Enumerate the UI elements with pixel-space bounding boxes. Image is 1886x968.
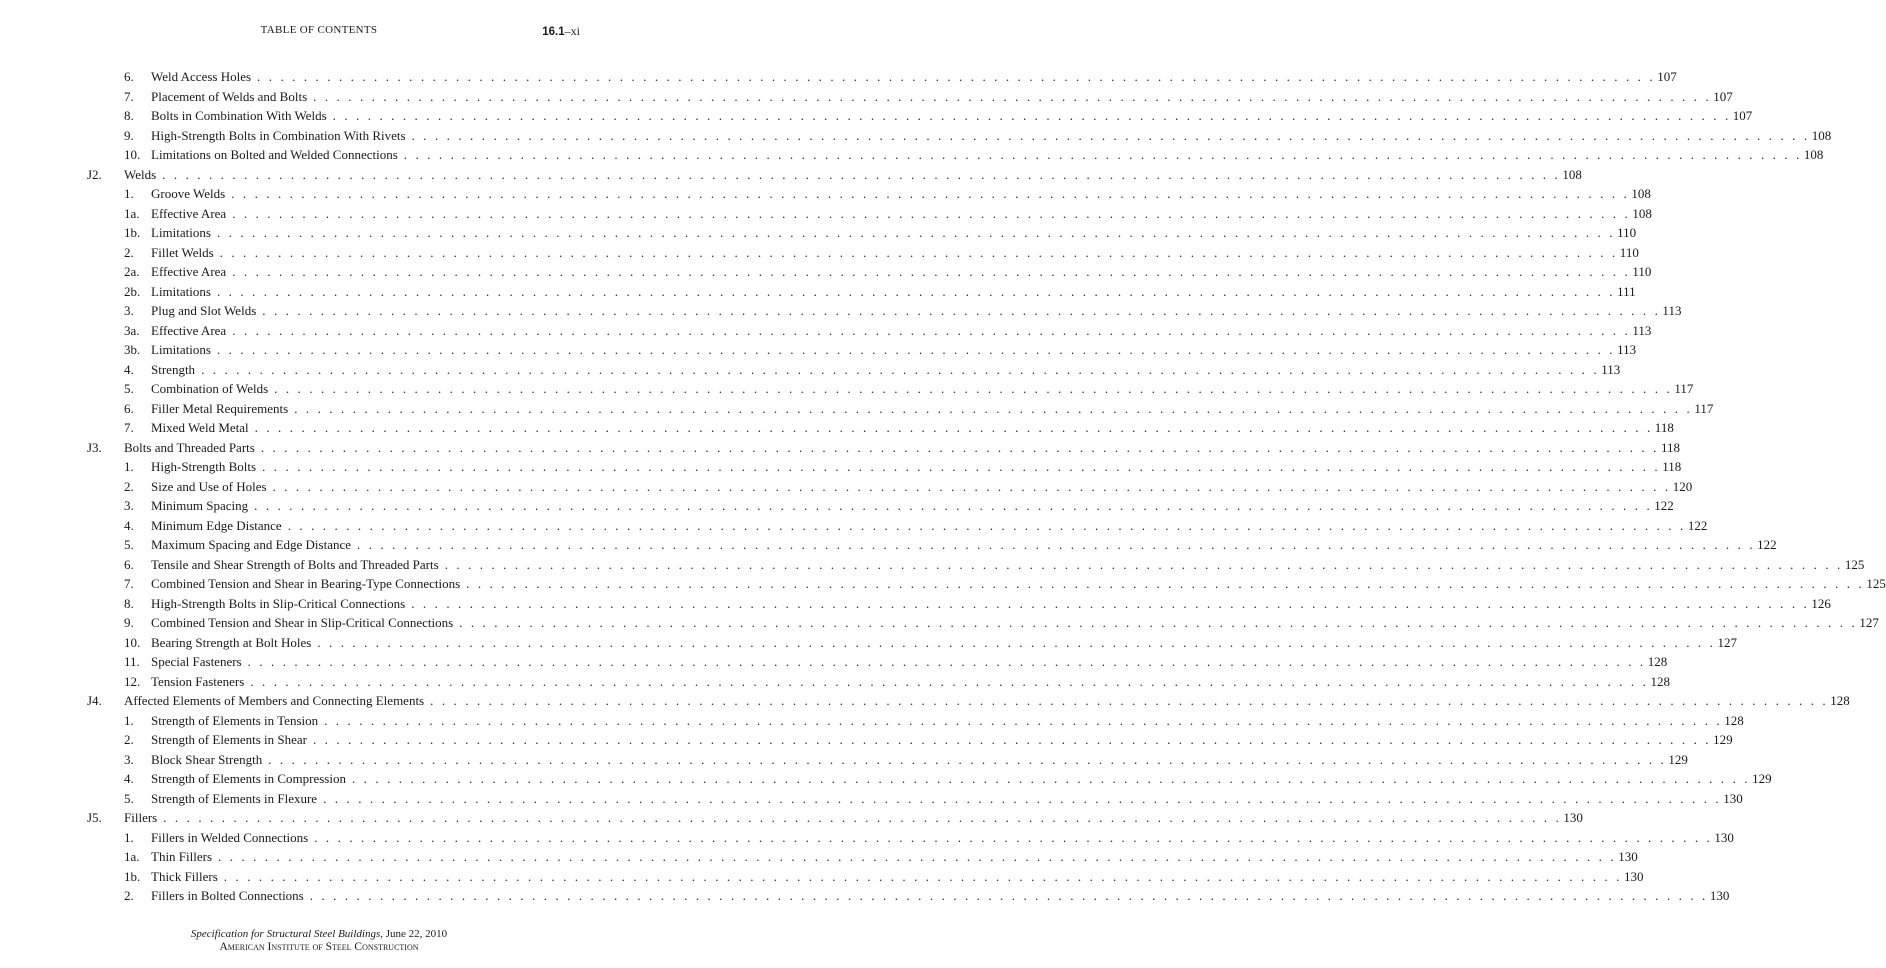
- toc-entry-line: [151, 574, 1886, 594]
- page-number: 111: [1617, 283, 1636, 299]
- entry-title: Maximum Spacing and Edge Distance: [151, 537, 352, 552]
- toc-entry-row: [0, 886, 1730, 906]
- dot-leader: . . . . . . . . . . . . . . . . . . . . . . . . . . . . . . . . . . . . . . . . . . . . . . . . . . . . . . . . . . . . . . . . . . . . . . . . . . . . . . . . . . . . . . . . . . . . . . . . . . . . . . . . . . . . . . . . . . . . . . . .: [317, 634, 1716, 650]
- toc-entry-line: [151, 672, 1670, 692]
- toc-entry-line: [151, 867, 1644, 887]
- toc-entry-line: [151, 711, 1744, 731]
- toc-entry-line: [151, 243, 1639, 263]
- entry-number: 8.: [124, 108, 134, 123]
- dot-leader: . . . . . . . . . . . . . . . . . . . . . . . . . . . . . . . . . . . . . . . . . . . . . . . . . . . . . . . . . . . . . . . . . . . . . . . . . . . . . . . . . . . . . . . . . . . . . . . . . . . . . . . . . . . . . . . . . . . . . . . .: [287, 517, 1686, 533]
- page-number: 110: [1617, 225, 1637, 240]
- toc-entry-row: [0, 184, 1651, 204]
- entry-title: Strength of Elements in Compression: [151, 771, 346, 786]
- toc-entry-row: [0, 555, 1865, 575]
- entry-number: 5.: [124, 790, 134, 806]
- footer-publisher: American Institute of Steel Construction: [219, 941, 419, 953]
- toc-entry-line: [151, 828, 1734, 848]
- entry-number: 5.: [124, 381, 134, 396]
- entry-title: Bolts in Combination With Welds: [151, 108, 327, 123]
- toc-entry-line: [151, 106, 1753, 126]
- page-number: 128: [1830, 693, 1850, 708]
- entry-number: 12.: [124, 673, 141, 689]
- toc-entry-line: [151, 399, 1714, 419]
- entry-number: 2.: [124, 732, 134, 747]
- toc-entry-row: [0, 145, 1824, 165]
- page-number: 125: [1844, 556, 1865, 572]
- entry-title: Strength of Elements in Shear: [151, 732, 307, 747]
- dot-leader: . . . . . . . . . . . . . . . . . . . . . . . . . . . . . . . . . . . . . . . . . . . . . . . . . . . . . . . . . . . . . . . . . . . . . . . . . . . . . . . . . . . . . . . . . . . . . . . . . . . . . . . . . . . . . . . . . . . . . . . .: [254, 498, 1653, 513]
- entry-number: 2.: [124, 244, 134, 260]
- dot-leader: . . . . . . . . . . . . . . . . . . . . . . . . . . . . . . . . . . . . . . . . . . . . . . . . . . . . . . . . . . . . . . . . . . . . . . . . . . . . . . . . . . . . . . . . . . . . . . . . . . . . . . . . . . . . . . . . . . . . . . . .: [274, 381, 1673, 396]
- toc-entry-row: [0, 574, 1886, 594]
- toc-entry-line: [151, 67, 1677, 87]
- dot-leader: . . . . . . . . . . . . . . . . . . . . . . . . . . . . . . . . . . . . . . . . . . . . . . . . . . . . . . . . . . . . . . . . . . . . . . . . . . . . . . . . . . . . . . . . . . . . . . . . . . . . . . . . . . . . . . . . . . . . . . . .: [262, 459, 1661, 474]
- toc-entry-line: [151, 360, 1621, 380]
- toc-entry-line: [151, 886, 1730, 906]
- page-number: 129: [1713, 732, 1733, 747]
- section-number: J4.: [87, 693, 102, 708]
- page-number: 128: [1724, 712, 1744, 728]
- dot-leader: . . . . . . . . . . . . . . . . . . . . . . . . . . . . . . . . . . . . . . . . . . . . . . . . . . . . . . . . . . . . . . . . . . . . . . . . . . . . . . . . . . . . . . . . . . . . . . . . . . . . . . . . . . . . . . . . . . . . . . . .: [411, 595, 1810, 611]
- toc-entry-row: [0, 789, 1743, 809]
- page-number: 129: [1752, 771, 1772, 786]
- entry-title: Minimum Spacing: [151, 498, 249, 513]
- dot-leader: . . . . . . . . . . . . . . . . . . . . . . . . . . . . . . . . . . . . . . . . . . . . . . . . . . . . . . . . . . . . . . . . . . . . . . . . . . . . . . . . . . . . . . . . . . . . . . . . . . . . . . . . . . . . . . . . . . . . . . . .: [294, 400, 1693, 416]
- entry-title: Limitations: [151, 342, 211, 357]
- page-number: 113: [1601, 361, 1621, 377]
- dot-leader: . . . . . . . . . . . . . . . . . . . . . . . . . . . . . . . . . . . . . . . . . . . . . . . . . . . . . . . . . . . . . . . . . . . . . . . . . . . . . . . . . . . . . . . . . . . . . . . . . . . . . . . . . . . . . . . . . . . . . . . .: [459, 615, 1858, 630]
- toc-entry-row: [0, 730, 1733, 750]
- page-number: 125: [1866, 576, 1886, 591]
- entry-number: 2a.: [124, 264, 140, 279]
- page-number: 128: [1650, 673, 1670, 689]
- entry-title: Thin Fillers: [151, 849, 213, 864]
- dot-leader: . . . . . . . . . . . . . . . . . . . . . . . . . . . . . . . . . . . . . . . . . . . . . . . . . . . . . . . . . . . . . . . . . . . . . . . . . . . . . . . . . . . . . . . . . . . . . . . . . . . . . . . . . . . . . . . . . . . . . . . .: [324, 712, 1723, 728]
- toc-entry-row: [0, 87, 1733, 107]
- toc-entry-row: [0, 223, 1637, 243]
- dot-leader: . . . . . . . . . . . . . . . . . . . . . . . . . . . . . . . . . . . . . . . . . . . . . . . . . . . . . . . . . . . . . . . . . . . . . . . . . . . . . . . . . . . . . . . . . . . . . . . . . . . . . . . . . . . . . . . . . . . . . . . .: [314, 829, 1713, 845]
- entry-number: 1.: [124, 829, 134, 845]
- entry-number: 2b.: [124, 283, 141, 299]
- dot-leader: . . . . . . . . . . . . . . . . . . . . . . . . . . . . . . . . . . . . . . . . . . . . . . . . . . . . . . . . . . . . . . . . . . . . . . . . . . . . . . . . . . . . . . . . . . . . . . . . . . . . . . . . . . . . . . . . . . . . . . . .: [254, 420, 1653, 435]
- dot-leader: . . . . . . . . . . . . . . . . . . . . . . . . . . . . . . . . . . . . . . . . . . . . . . . . . . . . . . . . . . . . . . . . . . . . . . . . . . . . . . . . . . . . . . . . . . . . . . . . . . . . . . . . . . . . . . . . . . . . . . . .: [216, 283, 1616, 299]
- entry-number: 1b.: [124, 868, 141, 884]
- toc-entry-row: [0, 418, 1674, 438]
- toc-entry-row: [0, 360, 1621, 380]
- page-number: 122: [1757, 537, 1777, 552]
- dot-leader: . . . . . . . . . . . . . . . . . . . . . . . . . . . . . . . . . . . . . . . . . . . . . . . . . . . . . . . . . . . . . . . . . . . . . . . . . . . . . . . . . . . . . . . . . . . . . . . . . . . . . . . . . . . . . . . . . . . . . . . .: [272, 478, 1671, 494]
- entry-title: Fillers in Bolted Connections: [151, 888, 304, 903]
- page-number: 108: [1803, 147, 1824, 162]
- toc-entry-row: [0, 769, 1772, 789]
- dot-leader: . . . . . . . . . . . . . . . . . . . . . . . . . . . . . . . . . . . . . . . . . . . . . . . . . . . . . . . . . . . . . . . . . . . . . . . . . . . . . . . . . . . . . . . . . . . . . . . . . . . . . . . . . . . . . . . . . . . . . . . .: [323, 790, 1722, 806]
- toc-entry-row: [0, 711, 1744, 731]
- toc-entry-line: [151, 789, 1743, 809]
- entry-number: 4.: [124, 517, 134, 533]
- page-number: 128: [1647, 654, 1668, 669]
- entry-number: 4.: [124, 771, 134, 786]
- toc-entry-line: [151, 730, 1733, 750]
- toc-entry-line: [124, 438, 1681, 458]
- page-number: 130: [1723, 790, 1743, 806]
- dot-leader: . . . . . . . . . . . . . . . . . . . . . . . . . . . . . . . . . . . . . . . . . . . . . . . . . . . . . . . . . . . . . . . . . . . . . . . . . . . . . . . . . . . . . . . . . . . . . . . . . . . . . . . . . . . . . . . . . . . . . . . .: [216, 225, 1616, 240]
- entry-title: Tension Fasteners: [151, 673, 245, 689]
- entry-number: 10.: [124, 147, 141, 162]
- toc-section-row: [0, 808, 1583, 828]
- entry-number: 3.: [124, 303, 134, 318]
- entry-title: Strength of Elements in Flexure: [151, 790, 318, 806]
- page-number: 107: [1713, 88, 1733, 104]
- toc-entry-row: [0, 106, 1753, 126]
- entry-title: Mixed Weld Metal: [151, 420, 249, 435]
- dot-leader: . . . . . . . . . . . . . . . . . . . . . . . . . . . . . . . . . . . . . . . . . . . . . . . . . . . . . . . . . . . . . . . . . . . . . . . . . . . . . . . . . . . . . . . . . . . . . . . . . . . . . . . . . . . . . . . . . . . . . . . .: [268, 751, 1667, 767]
- dot-leader: . . . . . . . . . . . . . . . . . . . . . . . . . . . . . . . . . . . . . . . . . . . . . . . . . . . . . . . . . . . . . . . . . . . . . . . . . . . . . . . . . . . . . . . . . . . . . . . . . . . . . . . . . . . . . . . . . . . . . . . .: [313, 88, 1712, 104]
- toc-entry-row: [0, 516, 1708, 536]
- dot-leader: . . . . . . . . . . . . . . . . . . . . . . . . . . . . . . . . . . . . . . . . . . . . . . . . . . . . . . . . . . . . . . . . . . . . . . . . . . . . . . . . . . . . . . . . . . . . . . . . . . . . . . . . . . . . . . . . . . . . . . . .: [232, 264, 1631, 279]
- toc-entry-line: [151, 633, 1737, 653]
- toc-entry-row: [0, 613, 1879, 633]
- entry-title: High-Strength Bolts: [151, 459, 257, 474]
- entry-title: Effective Area: [151, 205, 227, 221]
- dot-leader: . . . . . . . . . . . . . . . . . . . . . . . . . . . . . . . . . . . . . . . . . . . . . . . . . . . . . . . . . . . . . . . . . . . . . . . . . . . . . . . . . . . . . . . . . . . . . . . . . . . . . . . . . . . . . . . . . . . . . . . .: [466, 576, 1865, 591]
- page-number: 117: [1674, 381, 1694, 396]
- page-number: 122: [1654, 498, 1674, 513]
- entry-title: Groove Welds: [151, 186, 226, 201]
- header-title: TABLE OF CONTENTS: [260, 24, 378, 36]
- entry-number: 3b.: [124, 342, 141, 357]
- header-page-number: [542, 24, 580, 39]
- dot-leader: . . . . . . . . . . . . . . . . . . . . . . . . . . . . . . . . . . . . . . . . . . . . . . . . . . . . . . . . . . . . . . . . . . . . . . . . . . . . . . . . . . . . . . . . . . . . . . . . . . . . . . . . . . . . . . . . . . . . . . . .: [312, 732, 1712, 747]
- page-number: 107: [1657, 69, 1677, 84]
- toc-entry-line: [151, 652, 1668, 672]
- entry-number: 4.: [124, 361, 134, 377]
- toc-entry-row: [0, 672, 1670, 692]
- entry-number: 1b.: [124, 225, 141, 240]
- toc-entry-line: [151, 769, 1772, 789]
- toc-entry-row: [0, 867, 1644, 887]
- toc-entry-row: [0, 262, 1652, 282]
- dot-leader: . . . . . . . . . . . . . . . . . . . . . . . . . . . . . . . . . . . . . . . . . . . . . . . . . . . . . . . . . . . . . . . . . . . . . . . . . . . . . . . . . . . . . . . . . . . . . . . . . . . . . . . . . . . . . . . . . . . . . . . .: [357, 537, 1756, 552]
- dot-leader: . . . . . . . . . . . . . . . . . . . . . . . . . . . . . . . . . . . . . . . . . . . . . . . . . . . . . . . . . . . . . . . . . . . . . . . . . . . . . . . . . . . . . . . . . . . . . . . . . . . . . . . . . . . . . . . . . . . . . . . .: [216, 342, 1616, 357]
- toc-entry-row: [0, 652, 1668, 672]
- page-number: 118: [1660, 439, 1681, 455]
- toc-entry-line: [151, 516, 1708, 536]
- entry-number: 1.: [124, 459, 134, 474]
- toc-entry-line: [151, 87, 1733, 107]
- toc-section-row: [0, 165, 1582, 185]
- section-number: J5.: [87, 810, 102, 825]
- toc-entry-row: [0, 594, 1831, 614]
- page-number: 110: [1632, 264, 1652, 279]
- toc-entry-row: [0, 828, 1734, 848]
- entry-number: 6.: [124, 400, 134, 416]
- entry-number: 11.: [124, 654, 140, 669]
- dot-leader: . . . . . . . . . . . . . . . . . . . . . . . . . . . . . . . . . . . . . . . . . . . . . . . . . . . . . . . . . . . . . . . . . . . . . . . . . . . . . . . . . . . . . . . . . . . . . . . . . . . . . . . . . . . . . . . . . . . . . . . .: [218, 849, 1617, 864]
- toc-entry-row: [0, 204, 1652, 224]
- toc-entry-row: [0, 496, 1674, 516]
- toc-entry-line: [151, 379, 1694, 399]
- entry-number: 5.: [124, 537, 134, 552]
- toc-entry-line: [151, 457, 1682, 477]
- entry-number: 2.: [124, 888, 134, 903]
- page-number: 122: [1687, 517, 1708, 533]
- dot-leader: . . . . . . . . . . . . . . . . . . . . . . . . . . . . . . . . . . . . . . . . . . . . . . . . . . . . . . . . . . . . . . . . . . . . . . . . . . . . . . . . . . . . . . . . . . . . . . . . . . . . . . . . . . . . . . . . . . . . . . . .: [430, 693, 1829, 708]
- toc-entry-row: [0, 301, 1682, 321]
- toc-entry-row: [0, 67, 1677, 87]
- page-number: 126: [1811, 595, 1831, 611]
- toc-entry-row: [0, 321, 1652, 341]
- page-number: 108: [1632, 205, 1652, 221]
- toc-entry-line: [151, 535, 1777, 555]
- dot-leader: . . . . . . . . . . . . . . . . . . . . . . . . . . . . . . . . . . . . . . . . . . . . . . . . . . . . . . . . . . . . . . . . . . . . . . . . . . . . . . . . . . . . . . . . . . . . . . . . . . . . . . . . . . . . . . . . . . . . . . . .: [351, 771, 1751, 786]
- page-number: 108: [1562, 166, 1582, 182]
- entry-title: Combined Tension and Shear in Bearing-Type Connections: [151, 576, 461, 591]
- page-number: 113: [1632, 322, 1652, 338]
- entry-number: 3.: [124, 498, 134, 513]
- toc-entry-line: [151, 555, 1865, 575]
- entry-number: 7.: [124, 420, 134, 435]
- entry-title: Placement of Welds and Bolts: [151, 88, 308, 104]
- page-header: [0, 24, 638, 42]
- page-number: 113: [1617, 342, 1637, 357]
- entry-number: 7.: [124, 88, 134, 104]
- toc-section-row: [0, 691, 1850, 711]
- page-number: 130: [1709, 888, 1730, 903]
- entry-title: Strength of Elements in Tension: [151, 712, 319, 728]
- entry-title: Combination of Welds: [151, 381, 269, 396]
- toc-entry-line: [151, 282, 1636, 302]
- toc-entry-line: [151, 223, 1637, 243]
- entry-title: Fillers: [124, 810, 158, 825]
- dot-leader: . . . . . . . . . . . . . . . . . . . . . . . . . . . . . . . . . . . . . . . . . . . . . . . . . . . . . . . . . . . . . . . . . . . . . . . . . . . . . . . . . . . . . . . . . . . . . . . . . . . . . . . . . . . . . . . . . . . . . . . .: [201, 361, 1600, 377]
- toc-entry-line: [151, 418, 1674, 438]
- entry-title: Plug and Slot Welds: [151, 303, 257, 318]
- entry-title: Effective Area: [151, 264, 227, 279]
- entry-number: 3.: [124, 751, 134, 767]
- section-number: J2.: [87, 166, 102, 182]
- dot-leader: . . . . . . . . . . . . . . . . . . . . . . . . . . . . . . . . . . . . . . . . . . . . . . . . . . . . . . . . . . . . . . . . . . . . . . . . . . . . . . . . . . . . . . . . . . . . . . . . . . . . . . . . . . . . . . . . . . . . . . . .: [411, 127, 1810, 143]
- toc-entry-row: [0, 750, 1688, 770]
- entry-title: Block Shear Strength: [151, 751, 263, 767]
- entry-number: 1.: [124, 712, 134, 728]
- page-number: 118: [1654, 420, 1674, 435]
- dot-leader: . . . . . . . . . . . . . . . . . . . . . . . . . . . . . . . . . . . . . . . . . . . . . . . . . . . . . . . . . . . . . . . . . . . . . . . . . . . . . . . . . . . . . . . . . . . . . . . . . . . . . . . . . . . . . . . . . . . . . . . .: [162, 166, 1561, 182]
- toc-entry-row: [0, 126, 1832, 146]
- dot-leader: . . . . . . . . . . . . . . . . . . . . . . . . . . . . . . . . . . . . . . . . . . . . . . . . . . . . . . . . . . . . . . . . . . . . . . . . . . . . . . . . . . . . . . . . . . . . . . . . . . . . . . . . . . . . . . . . . . . . . . . .: [232, 205, 1631, 221]
- toc-entry-row: [0, 633, 1737, 653]
- toc-entry-row: [0, 847, 1638, 867]
- footer-spec-title: Specification for Structural Steel Buildings,: [190, 928, 383, 940]
- toc-entry-row: [0, 379, 1694, 399]
- page-number: 117: [1694, 400, 1714, 416]
- dot-leader: . . . . . . . . . . . . . . . . . . . . . . . . . . . . . . . . . . . . . . . . . . . . . . . . . . . . . . . . . . . . . . . . . . . . . . . . . . . . . . . . . . . . . . . . . . . . . . . . . . . . . . . . . . . . . . . . . . . . . . . .: [232, 322, 1631, 338]
- dot-leader: . . . . . . . . . . . . . . . . . . . . . . . . . . . . . . . . . . . . . . . . . . . . . . . . . . . . . . . . . . . . . . . . . . . . . . . . . . . . . . . . . . . . . . . . . . . . . . . . . . . . . . . . . . . . . . . . . . . . . . . .: [231, 186, 1630, 201]
- dot-leader: . . . . . . . . . . . . . . . . . . . . . . . . . . . . . . . . . . . . . . . . . . . . . . . . . . . . . . . . . . . . . . . . . . . . . . . . . . . . . . . . . . . . . . . . . . . . . . . . . . . . . . . . . . . . . . . . . . . . . . . .: [444, 556, 1843, 572]
- entry-title: Bearing Strength at Bolt Holes: [151, 634, 312, 650]
- toc-entry-line: [151, 750, 1688, 770]
- entry-title: Combined Tension and Shear in Slip-Critical Connections: [151, 615, 454, 630]
- section-number: J3.: [87, 439, 102, 455]
- dot-leader: . . . . . . . . . . . . . . . . . . . . . . . . . . . . . . . . . . . . . . . . . . . . . . . . . . . . . . . . . . . . . . . . . . . . . . . . . . . . . . . . . . . . . . . . . . . . . . . . . . . . . . . . . . . . . . . . . . . . . . . .: [260, 439, 1659, 455]
- dot-leader: . . . . . . . . . . . . . . . . . . . . . . . . . . . . . . . . . . . . . . . . . . . . . . . . . . . . . . . . . . . . . . . . . . . . . . . . . . . . . . . . . . . . . . . . . . . . . . . . . . . . . . . . . . . . . . . . . . . . . . . .: [309, 888, 1708, 903]
- dot-leader: . . . . . . . . . . . . . . . . . . . . . . . . . . . . . . . . . . . . . . . . . . . . . . . . . . . . . . . . . . . . . . . . . . . . . . . . . . . . . . . . . . . . . . . . . . . . . . . . . . . . . . . . . . . . . . . . . . . . . . . .: [262, 303, 1661, 318]
- toc-section-row: [0, 438, 1681, 458]
- entry-number: 8.: [124, 595, 134, 611]
- entry-number: 10.: [124, 634, 141, 650]
- entry-number: 6.: [124, 556, 134, 572]
- entry-title: Fillet Welds: [151, 244, 214, 260]
- entry-number: 1a.: [124, 849, 140, 864]
- toc-entry-row: [0, 282, 1636, 302]
- toc-entry-line: [151, 477, 1693, 497]
- page-number: 107: [1732, 108, 1753, 123]
- toc-entry-line: [151, 847, 1638, 867]
- page-number: 129: [1668, 751, 1688, 767]
- page-number: 120: [1672, 478, 1693, 494]
- page-number: 127: [1717, 634, 1737, 650]
- entry-number: 1.: [124, 186, 134, 201]
- toc-entry-row: [0, 477, 1693, 497]
- toc-entry-row: [0, 457, 1682, 477]
- toc-entry-line: [151, 613, 1879, 633]
- toc-entry-line: [151, 126, 1832, 146]
- toc-entry-line: [124, 165, 1582, 185]
- toc-entry-line: [151, 321, 1652, 341]
- entry-title: Affected Elements of Members and Connecting Elements: [124, 693, 425, 708]
- page-number: 130: [1563, 810, 1583, 825]
- toc-entry-line: [151, 496, 1674, 516]
- dot-leader: . . . . . . . . . . . . . . . . . . . . . . . . . . . . . . . . . . . . . . . . . . . . . . . . . . . . . . . . . . . . . . . . . . . . . . . . . . . . . . . . . . . . . . . . . . . . . . . . . . . . . . . . . . . . . . . . . . . . . . . .: [257, 69, 1656, 84]
- toc-entry-line: [124, 691, 1850, 711]
- toc-entry-line: [151, 145, 1824, 165]
- entry-number: 9.: [124, 127, 134, 143]
- page-number: 130: [1714, 829, 1734, 845]
- toc-entry-row: [0, 535, 1777, 555]
- entry-number: 2.: [124, 478, 134, 494]
- toc-entry-row: [0, 340, 1637, 360]
- entry-title: Limitations on Bolted and Welded Connections: [151, 147, 398, 162]
- entry-title: Size and Use of Holes: [151, 478, 267, 494]
- entry-title: Limitations: [151, 283, 211, 299]
- entry-title: Fillers in Welded Connections: [151, 829, 309, 845]
- entry-number: 7.: [124, 576, 134, 591]
- dot-leader: . . . . . . . . . . . . . . . . . . . . . . . . . . . . . . . . . . . . . . . . . . . . . . . . . . . . . . . . . . . . . . . . . . . . . . . . . . . . . . . . . . . . . . . . . . . . . . . . . . . . . . . . . . . . . . . . . . . . . . . .: [223, 868, 1622, 884]
- page-number: 130: [1618, 849, 1638, 864]
- toc-entry-row: [0, 399, 1714, 419]
- dot-leader: . . . . . . . . . . . . . . . . . . . . . . . . . . . . . . . . . . . . . . . . . . . . . . . . . . . . . . . . . . . . . . . . . . . . . . . . . . . . . . . . . . . . . . . . . . . . . . . . . . . . . . . . . . . . . . . . . . . . . . . .: [219, 244, 1618, 260]
- page-number: 110: [1619, 244, 1639, 260]
- toc-entry-line: [151, 594, 1831, 614]
- table-of-contents: [0, 67, 1886, 906]
- entry-title: Weld Access Holes: [151, 69, 252, 84]
- dot-leader: . . . . . . . . . . . . . . . . . . . . . . . . . . . . . . . . . . . . . . . . . . . . . . . . . . . . . . . . . . . . . . . . . . . . . . . . . . . . . . . . . . . . . . . . . . . . . . . . . . . . . . . . . . . . . . . . . . . . . . . .: [403, 147, 1802, 162]
- entry-title: Limitations: [151, 225, 211, 240]
- page-footer: [0, 928, 638, 954]
- entry-title: Strength: [151, 361, 196, 377]
- entry-title: Minimum Edge Distance: [151, 517, 282, 533]
- toc-entry-line: [151, 204, 1652, 224]
- entry-title: Bolts and Threaded Parts: [124, 439, 255, 455]
- entry-title: Thick Fillers: [151, 868, 218, 884]
- page-number: 127: [1859, 615, 1879, 630]
- entry-number: 9.: [124, 615, 134, 630]
- toc-entry-line: [151, 301, 1682, 321]
- toc-entry-line: [124, 808, 1583, 828]
- footer-citation: [0, 928, 638, 941]
- toc-entry-line: [151, 340, 1637, 360]
- dot-leader: . . . . . . . . . . . . . . . . . . . . . . . . . . . . . . . . . . . . . . . . . . . . . . . . . . . . . . . . . . . . . . . . . . . . . . . . . . . . . . . . . . . . . . . . . . . . . . . . . . . . . . . . . . . . . . . . . . . . . . . .: [250, 673, 1649, 689]
- page-number: 118: [1662, 459, 1682, 474]
- dot-leader: . . . . . . . . . . . . . . . . . . . . . . . . . . . . . . . . . . . . . . . . . . . . . . . . . . . . . . . . . . . . . . . . . . . . . . . . . . . . . . . . . . . . . . . . . . . . . . . . . . . . . . . . . . . . . . . . . . . . . . . .: [247, 654, 1646, 669]
- entry-number: 3a.: [124, 322, 140, 338]
- entry-title: Welds: [124, 166, 157, 182]
- entry-title: High-Strength Bolts in Slip-Critical Connections: [151, 595, 406, 611]
- entry-title: Tensile and Shear Strength of Bolts and Threaded Parts: [151, 556, 439, 572]
- page-number: 113: [1662, 303, 1682, 318]
- entry-number: 1a.: [124, 205, 140, 221]
- dot-leader: . . . . . . . . . . . . . . . . . . . . . . . . . . . . . . . . . . . . . . . . . . . . . . . . . . . . . . . . . . . . . . . . . . . . . . . . . . . . . . . . . . . . . . . . . . . . . . . . . . . . . . . . . . . . . . . . . . . . . . . .: [163, 810, 1562, 825]
- entry-title: Effective Area: [151, 322, 227, 338]
- toc-entry-line: [151, 184, 1651, 204]
- page-number: 130: [1623, 868, 1644, 884]
- toc-entry-line: [151, 262, 1652, 282]
- header-page-number-suffix: –xi: [564, 24, 580, 38]
- page-number: 108: [1811, 127, 1832, 143]
- entry-title: Special Fasteners: [151, 654, 242, 669]
- page-number: 108: [1631, 186, 1651, 201]
- entry-title: High-Strength Bolts in Combination With Rivets: [151, 127, 406, 143]
- header-page-number-bold: 16.1: [542, 26, 565, 38]
- footer-date: June 22, 2010: [383, 928, 448, 940]
- entry-number: 6.: [124, 69, 134, 84]
- dot-leader: . . . . . . . . . . . . . . . . . . . . . . . . . . . . . . . . . . . . . . . . . . . . . . . . . . . . . . . . . . . . . . . . . . . . . . . . . . . . . . . . . . . . . . . . . . . . . . . . . . . . . . . . . . . . . . . . . . . . . . . .: [332, 108, 1731, 123]
- entry-title: Filler Metal Requirements: [151, 400, 289, 416]
- toc-entry-row: [0, 243, 1639, 263]
